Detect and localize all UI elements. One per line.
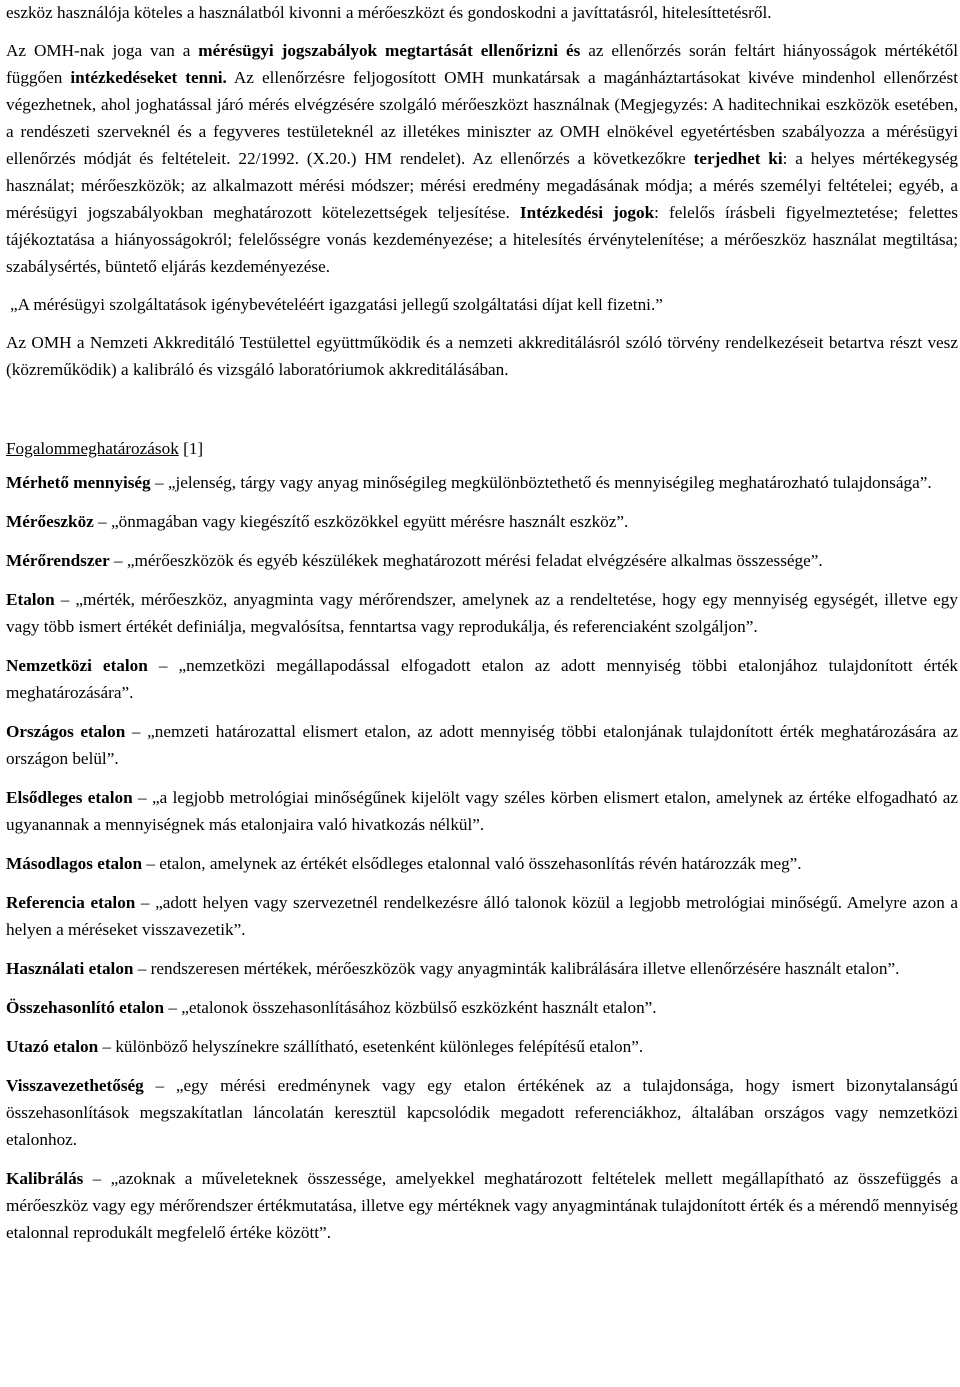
definition-item: [6, 955, 958, 982]
definition-text: – „nemzeti határozattal elismert etalon, az adott mennyiség többi etalonjának tulajdonított érték meghatározására az országon belül”.: [6, 722, 958, 768]
definition-item: [6, 508, 958, 535]
definition-item: [6, 586, 958, 640]
definitions-list: [6, 469, 958, 1246]
definition-text: – rendszeresen mértékek, mérőeszközök vagy anyagminták kalibrálására illetve ellenőrzésére használt etalon”.: [133, 959, 900, 978]
definition-item: [6, 889, 958, 943]
definition-text: – „adott helyen vagy szervezetnél rendelkezésre álló talonok közül a legjobb metrológiai minőségű. Amelyre azon a helyen a méréseket visszavezetik”.: [6, 893, 958, 939]
definition-term: Visszavezethetőség: [6, 1076, 144, 1095]
bold-run: mérésügyi jogszabályok megtartását ellenőrizni és: [198, 41, 581, 60]
paragraph-fee-quote: „A mérésügyi szolgáltatások igénybevételéért igazgatási jellegű szolgáltatási díjat kell fizetni.”: [10, 295, 663, 314]
document-page: [6, 0, 958, 1246]
text-run: Az ellenőrzésre feljogosított OMH munkatársak a magánháztartásokat kivéve mindenhol ellenőrzést végezhetnek, ahol joghatással járó mérés elvégzésére szolgáló mérőeszközt használnak (Megjegyzés: A haditechnikai eszközök esetében, a rendészeti szerveknél és a fegyveres testületeknél az illetékes miniszter az OMH elnökével egyetértésben szabályozza a mérésügyi ellenőrzés módját és feltételeit. 22/1992. (X.20.) HM rendelet). Az ellenőrzés a következőkre: [6, 68, 958, 168]
definition-item: [6, 1033, 958, 1060]
definition-term: Elsődleges etalon: [6, 788, 133, 807]
text-run: : a helyes mértékegység használat; mérőeszközök; az alkalmazott mérési módszer; mérési eredmény megadásának módja; a mérés személyi feltételei; egyéb, a mérésügyi jogszabályokban meghatározott kötelezettségek teljesítése.: [6, 149, 959, 222]
paragraph-continuation: eszköz használója köteles a használatból kivonni a mérőeszközt és gondoskodni a javíttatásról, hitelesíttetésről.: [6, 3, 772, 22]
paragraph-accreditation: Az OMH a Nemzeti Akkreditáló Testülettel együttműködik és a nemzeti akkreditálásról szóló törvény rendelkezéseit betartva részt vesz (közreműködik) a kalibráló és vizsgáló laboratóriumok akkreditálásában.: [6, 333, 958, 379]
definition-text: – „egy mérési eredménynek vagy egy etalon értékének az a tulajdonsága, hogy ismert bizonytalanságú összehasonlítások megszakítatlan láncolatán keresztül kapcsolódik megadott referenciákhoz, általában országos vagy nemzetközi etalonhoz.: [6, 1076, 958, 1149]
definition-item: [6, 994, 958, 1021]
definition-text: – „etalonok összehasonlításához közbülső eszközként használt etalon”.: [164, 998, 657, 1017]
definition-term: Összehasonlító etalon: [6, 998, 165, 1017]
definition-item: [6, 469, 958, 496]
definition-term: Országos etalon: [6, 722, 126, 741]
bold-run: terjedhet ki: [693, 149, 783, 168]
definition-text: – „a legjobb metrológiai minőségűnek kijelölt vagy széles körben elismert etalon, amelynek az értéke elfogadható az ugyanannak a mennyiségnek más etalonjaira való hivatkozás nélkül”.: [6, 788, 958, 834]
definition-term: Kalibrálás: [6, 1169, 84, 1188]
definition-term: Mérőrendszer: [6, 551, 110, 570]
definition-text: – „mérőeszközök és egyéb készülékek meghatározott mérési feladat elvégzésére alkalmas összessége”.: [109, 551, 823, 570]
definition-text: – „mérték, mérőeszköz, anyagminta vagy mérőrendszer, amelynek az a rendeltetése, hogy egy mennyiség egységét, illetve egy vagy több ismert értékét definiálja, megvalósítsa, fenntartsa vagy reprodukálja, és referenciaként szolgáljon”.: [6, 590, 958, 636]
definition-term: Másodlagos etalon: [6, 854, 143, 873]
definition-item: [6, 547, 958, 574]
definition-text: – „önmagában vagy kiegészítő eszközökkel együtt mérésre használt eszköz”.: [93, 512, 629, 531]
definition-text: – különböző helyszínekre szállítható, esetenként különleges felépítésű etalon”.: [98, 1037, 644, 1056]
definition-item: [6, 1072, 958, 1153]
text-run: Az OMH-nak joga van a: [6, 41, 199, 60]
definition-item: [6, 652, 958, 706]
definition-item: [6, 718, 958, 772]
definition-item: [6, 784, 958, 838]
bold-run: Intézkedési jogok: [519, 203, 655, 222]
definition-text: – etalon, amelynek az értékét elsődleges etalonnal való összehasonlítás révén határozzák meg”.: [142, 854, 802, 873]
definition-item: [6, 850, 958, 877]
definition-term: Mérhető mennyiség: [6, 473, 151, 492]
definition-term: Etalon: [6, 590, 55, 609]
paragraph-omh-rights: [6, 37, 958, 280]
definition-term: Mérőeszköz: [6, 512, 94, 531]
definitions-heading: [6, 435, 958, 462]
definition-term: Nemzetközi etalon: [6, 656, 148, 675]
definition-term: Használati etalon: [6, 959, 134, 978]
bold-run: intézkedéseket tenni.: [70, 68, 227, 87]
text-run: : felelős írásbeli figyelmeztetése; felettes tájékoztatása a hiányosságokról; felelősségre vonás kezdeményezése; a hitelesítés érvénytelenítése; a mérőeszköz használat megtiltása; szabálysértés, büntető eljárás kezdeményezése.: [6, 203, 958, 276]
definition-term: Referencia etalon: [6, 893, 136, 912]
heading-text: Fogalommeghatározások: [6, 439, 179, 458]
heading-reference: [1]: [178, 439, 204, 458]
definition-text: – „nemzetközi megállapodással elfogadott etalon az adott mennyiség többi etalonjához tulajdonított érték meghatározására”.: [6, 656, 958, 702]
definition-text: – „jelenség, tárgy vagy anyag minőségileg megkülönböztethető és mennyiségileg meghatározható tulajdonsága”.: [150, 473, 932, 492]
definition-text: – „azoknak a műveleteknek összessége, amelyekkel meghatározott feltételek mellett megállapítható az összefüggés a mérőeszköz vagy egy mérőrendszer értékmutatása, illetve egy mértéknek vagy anyagmintának tulajdonított érték és a mérendő mennyiség etalonnal reprodukált megfelelő értéke között”.: [6, 1169, 958, 1242]
definition-term: Utazó etalon: [6, 1037, 99, 1056]
definition-item: [6, 1165, 958, 1246]
text-run: az ellenőrzés során feltárt hiányosságok mértékétől függően: [6, 41, 958, 87]
